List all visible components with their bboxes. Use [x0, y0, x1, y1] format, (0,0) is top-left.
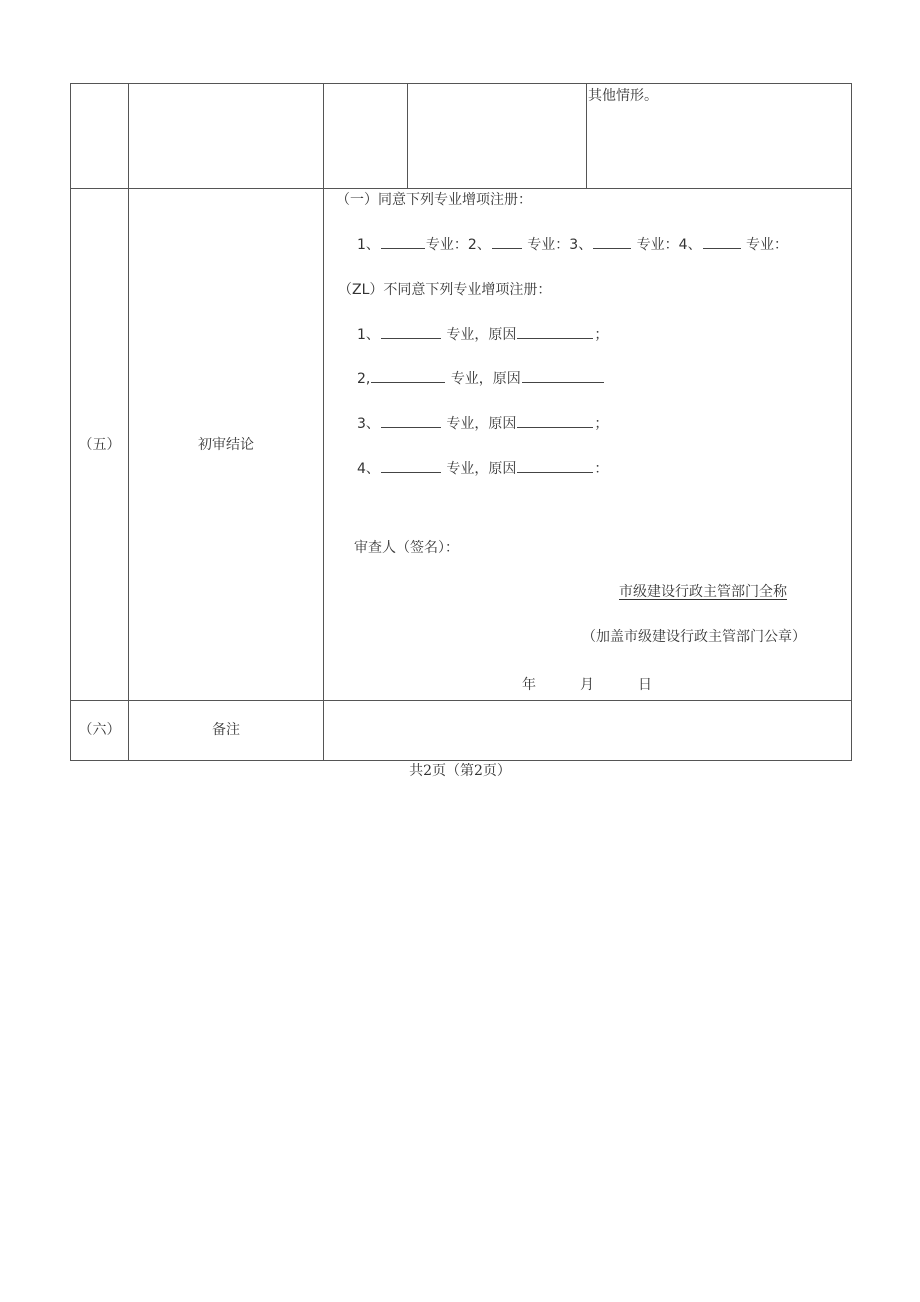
- table-border-bottom: [70, 760, 852, 761]
- disagree-item-2: [357, 370, 605, 388]
- disagree-item-4-reason-blank[interactable]: [517, 460, 593, 473]
- disagree-item-2-reason-blank[interactable]: [522, 370, 604, 383]
- agree-item-1-blank[interactable]: [381, 236, 425, 249]
- agree-item-3-blank[interactable]: [593, 236, 631, 249]
- reviewer-signature-label: 审查人（签名）：: [354, 540, 459, 556]
- disagree-heading: （ZL）不同意下列专业增项注册：: [338, 282, 552, 298]
- col-divider-4: [586, 83, 587, 188]
- table-border-right: [851, 83, 852, 760]
- authority-name: 市级建设行政主管部门全称: [619, 584, 787, 600]
- disagree-item-1-reason-blank[interactable]: [517, 326, 593, 339]
- row5-title: 初审结论: [198, 437, 254, 453]
- date-day-label: 日: [638, 677, 652, 693]
- row-divider-1: [70, 188, 852, 189]
- agree-item-4-blank[interactable]: [703, 236, 741, 249]
- agree-heading: （一）同意下列专业增项注册：: [336, 192, 532, 208]
- disagree-item-4-major-blank[interactable]: [381, 460, 441, 473]
- disagree-item-3-reason-blank[interactable]: [517, 415, 593, 428]
- disagree-item-2-no: 2,: [357, 371, 371, 387]
- disagree-item-3-label: 专业，原因: [446, 416, 517, 432]
- agree-item-3-label: 专业：: [636, 237, 679, 253]
- agree-item-3-no: 3、: [569, 237, 593, 253]
- disagree-item-2-major-blank[interactable]: [371, 370, 445, 383]
- col-divider-1: [128, 83, 129, 760]
- col-divider-3: [407, 83, 408, 188]
- disagree-item-1-label: 专业，原因: [446, 327, 517, 343]
- disagree-item-2-label: 专业，原因: [450, 371, 521, 387]
- agree-item-4-no: 4、: [678, 237, 702, 253]
- disagree-item-3-end: ；: [594, 416, 609, 432]
- disagree-item-3-major-blank[interactable]: [381, 415, 441, 428]
- page-footer: 共2页（第2页）: [409, 763, 511, 779]
- agree-items-line: [357, 236, 788, 254]
- date-month-label: 月: [580, 677, 594, 693]
- agree-item-4-label: 专业：: [746, 237, 789, 253]
- other-circumstances-text: 其他情形。: [588, 88, 658, 104]
- disagree-item-3-no: 3、: [357, 416, 380, 432]
- disagree-item-1-major-blank[interactable]: [381, 326, 441, 339]
- row-divider-2: [70, 700, 852, 701]
- disagree-item-4: [357, 460, 608, 478]
- agree-item-1-label: 专业：: [425, 237, 468, 253]
- disagree-item-3: [357, 415, 608, 433]
- disagree-item-1-no: 1、: [357, 327, 380, 343]
- official-seal-note: （加盖市级建设行政主管部门公章）: [582, 629, 806, 645]
- agree-item-1-no: 1、: [357, 237, 380, 253]
- row5-number: （五）: [78, 437, 121, 453]
- agree-item-2-label: 专业：: [527, 237, 570, 253]
- disagree-item-4-no: 4、: [357, 461, 380, 477]
- row6-title: 备注: [212, 722, 240, 738]
- disagree-item-1-end: ；: [594, 327, 609, 343]
- col-divider-2: [323, 83, 324, 760]
- disagree-item-4-label: 专业，原因: [446, 461, 517, 477]
- agree-item-2-blank[interactable]: [492, 236, 522, 249]
- disagree-item-1: [357, 326, 608, 344]
- row6-number: （六）: [78, 722, 121, 738]
- agree-item-2-no: 2、: [467, 237, 491, 253]
- date-year-label: 年: [522, 677, 536, 693]
- disagree-item-4-end: ：: [594, 461, 609, 477]
